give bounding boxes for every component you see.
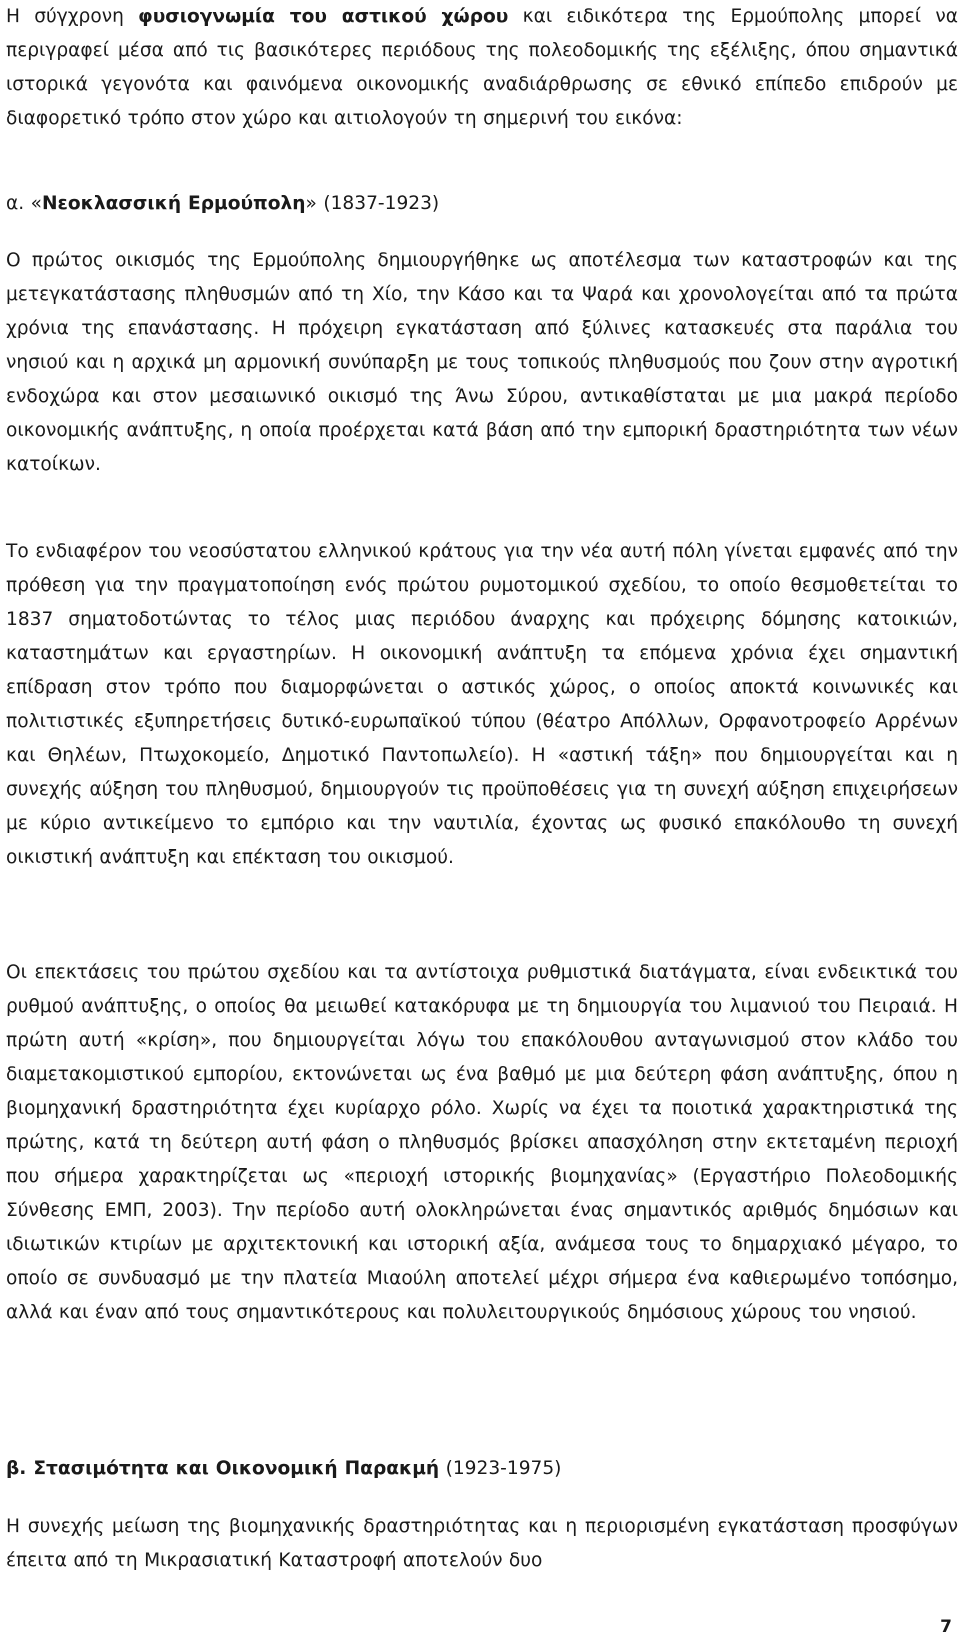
intro-emphasis: φυσιογνωμία του αστικού χώρου bbox=[138, 6, 509, 27]
paragraph-3: Οι επεκτάσεις του πρώτου σχεδίου και τα αντίστοιχα ρυθμιστικά διατάγματα, είναι ενδεικτικά του ρυθμού ανάπτυξης, ο οποίος θα μειωθεί κατακόρυφα με τη δημιουργία του λιμανιού του Πειραιά. Η πρώτη αυτή «κρίση», που δημιουργείται λόγω του επακόλουθου ανταγωνισμού στον κλάδο του διαμετακομιστικού εμπορίου, εκτονώνεται ως ένα βαθμό με μια δεύτερη φάση ανάπτυξης, όπου η βιομηχανική δραστηριότητα έχει κυρίαρχο ρόλο. Χωρίς να έχει τα ποιοτικά χαρακτηριστικά της πρώτης, κατά τη δεύτερη αυτή φάση ο πληθυσμός βρίσκει απασχόληση στην εκτεταμένη περιοχή που σήμερα χαρακτηρίζεται ως «περιοχή ιστορικής βιομηχανίας» (Εργαστήριο Πολεοδομικής Σύνθεσης ΕΜΠ, 2003). Την περίοδο αυτή ολοκληρώνεται ένας σημαντικός αριθμός δημόσιων και ιδιωτικών κτιρίων με αρχιτεκτονική και ιστορική αξία, ανάμεσα τους το δημαρχιακό μέγαρο, το οποίο σε συνδυασμό με την πλατεία Μιαούλη αποτελεί μέχρι σήμερα ένα καθιερωμένο τοπόσημο, αλλά και έναν από τους σημαντικότερους και πολυλειτουργικούς δημόσιους χώρους του νησιού. bbox=[6, 962, 958, 1323]
section-a-heading bbox=[6, 187, 958, 221]
paragraph-2: Το ενδιαφέρον του νεοσύστατου ελληνικού κράτους για την νέα αυτή πόλη γίνεται εμφανές από την πρόθεση για την πραγματοποίηση ενός πρώτου ρυμοτομικού σχεδίου, το οποίο θεσμοθετείται το 1837 σηματοδοτώντας το τέλος μιας περιόδου άναρχης και πρόχειρης δόμησης κατοικιών, καταστημάτων και εργαστηρίων. Η οικονομική ανάπτυξη τα επόμενα χρόνια έχει σημαντική επίδραση στον τρόπο που διαμορφώνεται ο αστικός χώρος, ο οποίος αποκτά κοινωνικές και πολιτιστικές εξυπηρετήσεις δυτικό-ευρωπαϊκού τύπου (θέατρο Απόλλων, Ορφανοτροφείο Αρρένων και Θηλέων, Πτωχοκομείο, Δημοτικό Παντοπωλείο). Η «αστική τάξη» που δημιουργείται και η συνεχής αύξηση του πληθυσμού, δημιουργούν τις προϋποθέσεις για τη συνεχή αύξηση επιχειρήσεων με κύριο αντικείμενο το εμπόριο και την ναυτιλία, έχοντας ως φυσικό επακόλουθο τη συνεχή οικιστική ανάπτυξη και επέκταση του οικισμού. bbox=[6, 541, 958, 868]
paragraph-1: Ο πρώτος οικισμός της Ερμούπολης δημιουργήθηκε ως αποτέλεσμα των καταστροφών και της μετεγκατάστασης πληθυσμών από τη Χίο, την Κάσο και τα Ψαρά και χρονολογείται από τα πρώτα χρόνια της επανάστασης. Η πρόχειρη εγκατάσταση από ξύλινες κατασκευές στα παράλια του νησιού και η αρχικά μη αρμονική συνύπαρξη με τους τοπικούς πληθυσμούς που ζουν στην αγροτική ενδοχώρα και στον μεσαιωνικό οικισμό της Άνω Σύρου, αντικαθίσταται με μια μακρά περίοδο οικονομικής ανάπτυξης, η οποία προέρχεται κατά βάση από την εμπορική δραστηριότητα των νέων κατοίκων. bbox=[6, 250, 958, 475]
section-b-title: β. Στασιμότητα και Οικονομική Παρακμή bbox=[6, 1458, 440, 1479]
intro-text-end: και ειδικότερα της Ερμούπολης μπορεί να περιγραφεί μέσα από τις βασικότερες περιόδους της πολεοδομικής της εξέλιξης, όπου σημαντικά ιστορικά γεγονότα και φαινόμενα οικονομικής αναδιάρθρωσης σε εθνικό επίπεδο επιδρούν με διαφορετικό τρόπο στον χώρο και αιτιολογούν τη σημερινή του εικόνα: bbox=[6, 6, 958, 129]
section-b-period: (1923-1975) bbox=[439, 1458, 562, 1479]
section-a-prefix: α. « bbox=[6, 193, 42, 214]
paragraph-4: Η συνεχής μείωση της βιομηχανικής δραστηριότητας και η περιορισμένη εγκατάσταση προσφύγων έπειτα από τη Μικρασιατική Καταστροφή αποτελούν δυο bbox=[6, 1516, 958, 1571]
page-number: 7 bbox=[940, 1617, 952, 1637]
section-b-heading bbox=[6, 1452, 958, 1486]
intro-text-start: Η σύγχρονη bbox=[6, 6, 139, 27]
section-a-title: Νεοκλασσική Ερμούπολη bbox=[41, 193, 306, 214]
intro-paragraph bbox=[6, 0, 958, 136]
section-a-period: » (1837-1923) bbox=[305, 193, 440, 214]
